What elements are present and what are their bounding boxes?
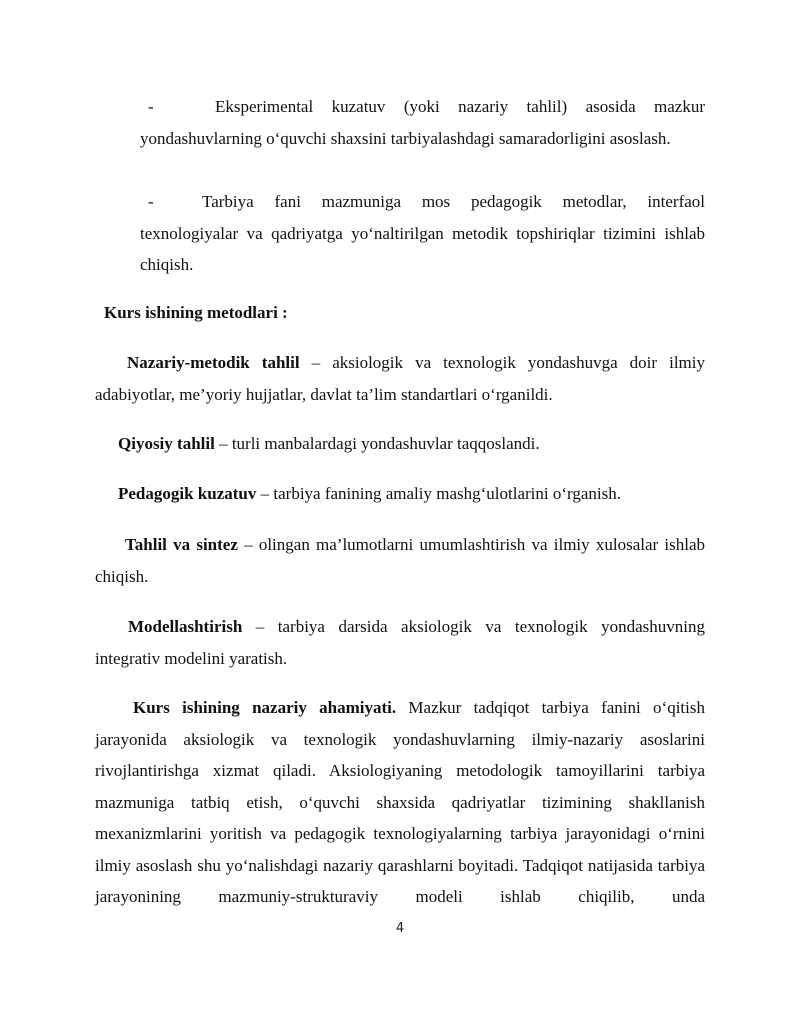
list-item-text: Eksperimental kuzatuv (yoki nazariy tahlil) asosida mazkur yondashuvlarning o‘quvchi shaxsini tarbiyalashdagi samaradorligini asoslash. [140, 97, 705, 148]
method-paragraph [118, 428, 540, 460]
method-desc: – olingan ma’lumotlarni umumlashtirish va ilmiy xulosalar ishlab chiqish. [95, 535, 705, 586]
list-item-text: Tarbiya fani mazmuniga mos pedagogik metodlar, interfaol texnologiyalar va qadriyatga yo‘naltirilgan metodik topshiriqlar tizimini ishlab chiqish. [140, 192, 705, 274]
method-paragraph [95, 611, 705, 674]
page-number: 4 [395, 921, 405, 936]
section-heading: Kurs ishining metodlari : [104, 303, 288, 322]
method-desc: – turli manbalardagi yondashuvlar taqqoslandi. [214, 434, 540, 453]
method-paragraph [95, 529, 705, 592]
method-term: Qiyosiy tahlil [118, 434, 215, 453]
method-desc: – tarbiya darsida aksiologik va texnologik yondashuvning integrativ modelini yaratish. [95, 617, 705, 668]
method-term: Nazariy-metodik tahlil [127, 353, 300, 372]
method-term: Modellashtirish [128, 617, 243, 636]
method-desc: – aksiologik va texnologik yondashuvga doir ilmiy adabiyotlar, me’yoriy hujjatlar, davlat ta’lim standartlari o‘rganildi. [95, 353, 705, 404]
method-desc: – tarbiya fanining amaliy mashg‘ulotlarini o‘rganish. [256, 484, 622, 503]
method-term: Tahlil va sintez [125, 535, 238, 554]
significance-desc: Mazkur tadqiqot tarbiya fanini o‘qitish jarayonida aksiologik va texnologik yondashuvlarning ilmiy-nazariy asoslarini rivojlantirishga xizmat qiladi. Aksiologiyaning metodologik tamoyillarini tarbiya mazmuniga tatbiq etish, o‘quvchi shaxsida qadriyatlar tizimining shakllanish mexanizmlarini yoritish va pedagogik texnologiyalarning tarbiya jarayonidagi o‘rnini ilmiy asoslash shu yo‘nalishdagi nazariy qarashlarni boyitadi. Tadqiqot natijasida tarbiya jarayonining mazmuniy-strukturaviy modeli ishlab chiqilib, unda [95, 698, 705, 906]
list-bullet: - [148, 97, 154, 116]
method-paragraph [95, 347, 705, 410]
method-paragraph [118, 478, 621, 510]
significance-paragraph [95, 692, 705, 913]
list-bullet: - [148, 192, 154, 211]
method-term: Pedagogik kuzatuv [118, 484, 257, 503]
significance-term: Kurs ishining nazariy ahamiyati. [133, 698, 397, 717]
